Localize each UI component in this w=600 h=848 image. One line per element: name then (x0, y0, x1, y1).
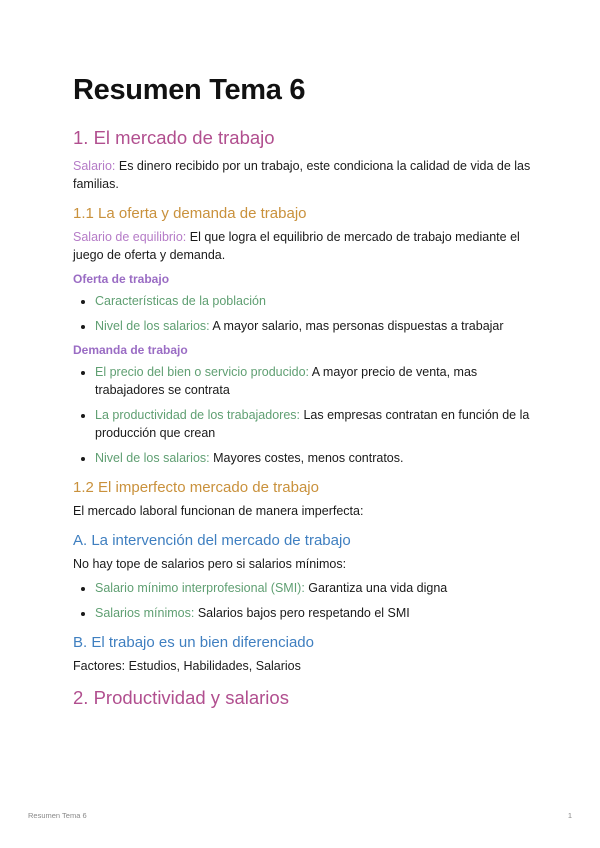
list-demanda (73, 363, 533, 467)
page-number: 1 (567, 811, 572, 820)
list-item (95, 449, 533, 467)
item-text: Garantiza una vida digna (304, 581, 448, 595)
document-page (73, 74, 533, 717)
list-item (95, 406, 533, 442)
subsection-heading-bien-diferenciado: B. El trabajo es un bien diferenciado (73, 634, 314, 651)
list-item (95, 292, 533, 310)
item-text: A mayor salario, mas personas dispuestas a trabajar (209, 319, 504, 333)
paragraph-salario-equilibrio (73, 228, 533, 264)
term-salario-equilibrio: Salario de equilibrio: (73, 230, 187, 244)
section-heading-productividad: 2. Productividad y salarios (73, 687, 289, 708)
paragraph-imperfecto: El mercado laboral funcionan de manera imperfecta: (73, 504, 364, 518)
list-item (95, 579, 533, 597)
text-salario: Es dinero recibido por un trabajo, este condiciona la calidad de vida de las familias. (73, 159, 531, 191)
list-intervencion (73, 579, 533, 622)
term: Nivel de los salarios: (95, 319, 210, 333)
subsection-heading-intervencion: A. La intervención del mercado de trabajo (73, 532, 351, 549)
list-item (95, 604, 533, 622)
section-heading-mercado-de-trabajo: 1. El mercado de trabajo (73, 127, 275, 148)
subsection-heading-imperfecto: 1.2 El imperfecto mercado de trabajo (73, 479, 319, 496)
term: Características de la población (95, 294, 266, 308)
paragraph-intervencion: No hay tope de salarios pero si salarios mínimos: (73, 557, 347, 571)
term: Nivel de los salarios: (95, 451, 210, 465)
term: La productividad de los trabajadores: (95, 408, 300, 422)
heading-demanda-de-trabajo: Demanda de trabajo (73, 343, 188, 357)
term: Salario mínimo interprofesional (SMI): (95, 581, 305, 595)
paragraph-salario (73, 157, 533, 193)
list-oferta (73, 292, 533, 335)
item-text: A mayor precio de venta, mas trabajadores se contrata (95, 365, 478, 397)
term-salario: Salario: (73, 159, 116, 173)
item-text: Mayores costes, menos contratos. (209, 451, 404, 465)
footer-label: Resumen Tema 6 (28, 811, 87, 820)
term: El precio del bien o servicio producido: (95, 365, 310, 379)
item-text: Las empresas contratan en función de la producción que crean (95, 408, 530, 440)
term: Salarios mínimos: (95, 606, 195, 620)
page-title: Resumen Tema 6 (73, 74, 306, 106)
paragraph-factores: Factores: Estudios, Habilidades, Salarios (73, 659, 301, 673)
list-item (95, 317, 533, 335)
page-footer (28, 811, 572, 820)
item-text: Salarios bajos pero respetando el SMI (194, 606, 410, 620)
subsection-heading-oferta-demanda: 1.1 La oferta y demanda de trabajo (73, 205, 307, 222)
text-salario-equilibrio: El que logra el equilibrio de mercado de trabajo mediante el juego de oferta y demanda. (73, 230, 520, 262)
list-item (95, 363, 533, 399)
heading-oferta-de-trabajo: Oferta de trabajo (73, 272, 170, 286)
